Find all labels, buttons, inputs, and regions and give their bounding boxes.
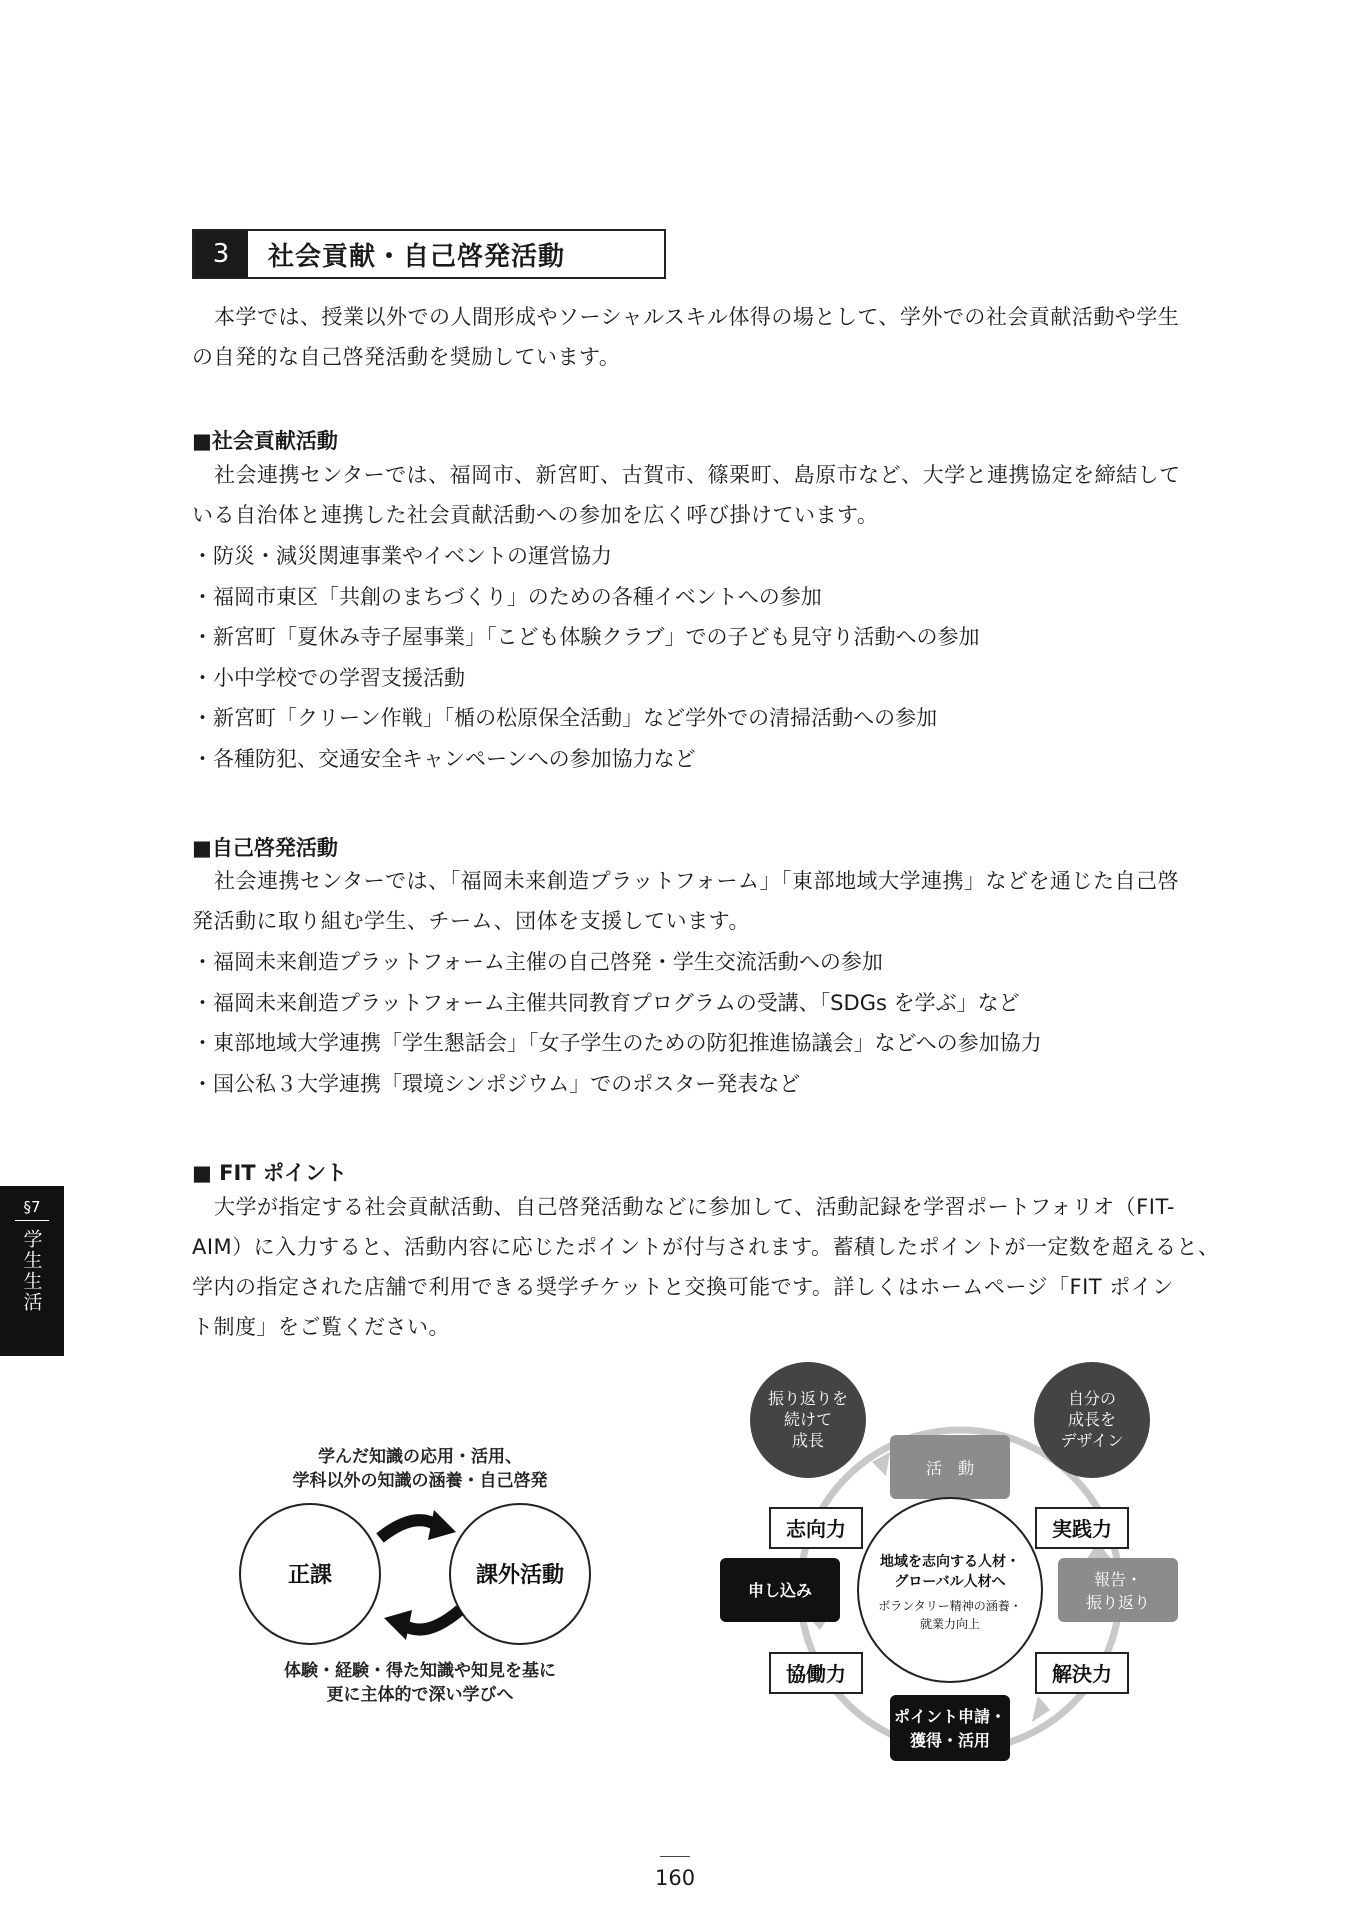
center-text: ボランタリー精神の涵養・ [878,1599,1022,1613]
bubble-text: 成長を [1067,1410,1117,1429]
node-text: 報告・ [1093,1570,1143,1589]
node-text: 獲得・活用 [909,1731,991,1750]
bottom-caption-line: 更に主体的で深い学びへ [326,1685,514,1705]
social-heading: ■社会貢献活動 [192,429,338,453]
skill-label: 解決力 [1052,1662,1112,1686]
section-number: 3 [194,231,248,277]
bubble-text: 続けて [783,1410,833,1429]
social-line: いる自治体と連携した社会貢献活動への参加を広く呼び掛けています。 [192,503,879,527]
center-text: グローバル人材へ [894,1574,1006,1590]
self-dev-line: 社会連携センターでは、「福岡未来創造プラットフォーム」「東部地域大学連携」などを通じた自己啓 [214,869,1180,893]
list-item: ・福岡未来創造プラットフォーム主催共同教育プログラムの受講、「SDGs を学ぶ」など [192,990,1020,1015]
chapter-number: §7 [15,1198,49,1221]
fit-line: ト制度」をご覧ください。 [192,1315,450,1339]
bubble-text: デザイン [1060,1431,1124,1450]
page-number: 160 [655,1866,696,1890]
node-text: ポイント申請・ [893,1707,1007,1726]
node-text: 申し込み [747,1581,813,1600]
fit-line: AIM）に入力すると、活動内容に応じたポイントが付与されます。蓄積したポイントが一定数を超えると、 [192,1235,1220,1259]
fit-line: 学内の指定された店舗で利用できる奨学チケットと交換可能です。詳しくはホームページ「FIT ポイン [192,1275,1174,1299]
skill-label: 協働力 [786,1662,846,1686]
learning-cycle-diagram [230,1440,610,1720]
list-item: ・新宮町「クリーン作戦」「楯の松原保全活動」など学外での清掃活動への参加 [192,706,938,731]
social-bullet-list [192,536,980,780]
center-text: 就業力向上 [919,1617,981,1631]
center-goal-circle [858,1498,1042,1682]
report-node [1058,1558,1178,1622]
arrow-left-head-icon [384,1610,412,1640]
social-paragraph [192,455,1232,535]
chapter-label: 学生生活 [20,1229,43,1313]
self-dev-line: 発活動に取り組む学生、チーム、団体を支援しています。 [192,909,750,933]
skill-label: 実践力 [1052,1517,1112,1541]
bubble-text: 振り返りを [767,1389,849,1408]
intro-paragraph [192,297,1232,377]
top-caption-line: 学んだ知識の応用・活用、 [318,1447,522,1467]
list-item: ・国公私３大学連携「環境シンポジウム」でのポスター発表など [192,1071,801,1096]
center-text: 地域を志向する人材・ [880,1554,1020,1570]
list-item: ・福岡未来創造プラットフォーム主催の自己啓発・学生交流活動への参加 [192,950,883,974]
bubble-text: 成長 [791,1431,825,1450]
bubble-text: 自分の [1067,1389,1117,1408]
fit-line: 大学が指定する社会貢献活動、自己啓発活動などに参加して、活動記録を学習ポートフォリオ（FIT- [214,1195,1175,1219]
list-item: ・新宮町「夏休み寺子屋事業」「こども体験クラブ」での子ども見守り活動への参加 [192,625,980,650]
self-dev-heading: ■自己啓発活動 [192,836,338,860]
skill-label: 志向力 [786,1517,846,1541]
ring-arrow-icon [1032,1696,1050,1722]
curricular-label: 正課 [287,1563,333,1588]
list-item: ・防災・減災関連事業やイベントの運営協力 [192,544,612,568]
list-item: ・福岡市東区「共創のまちづくり」のための各種イベントへの参加 [192,584,822,609]
intro-line: の自発的な自己啓発活動を奨励しています。 [192,345,621,369]
intro-line: 本学では、授業以外での人間形成やソーシャルスキル体得の場として、学外での社会貢献活動や学生 [214,305,1180,329]
list-item: ・小中学校での学習支援活動 [192,665,465,690]
section-title: 社会貢献・自己啓発活動 [268,241,566,272]
self-dev-bullet-list [192,942,1042,1104]
list-item: ・東部地域大学連携「学生懇話会」「女子学生のための防犯推進協議会」などへの参加協力 [192,1031,1042,1056]
node-text: 振り返り [1085,1593,1151,1612]
social-line: 社会連携センターでは、福岡市、新宮町、古賀市、篠栗町、島原市など、大学と連携協定を締結して [214,463,1181,487]
self-dev-paragraph [192,861,1232,941]
fit-point-cycle-diagram [720,1360,1200,1780]
points-node [890,1695,1010,1761]
top-caption-line: 学科以外の知識の涵養・自己啓発 [292,1471,548,1491]
chapter-side-tab [0,1186,64,1356]
node-text: 活 動 [925,1459,975,1478]
fit-heading: ■ FIT ポイント [192,1161,347,1185]
bottom-caption-line: 体験・経験・得た知識や知見を基に [284,1661,556,1681]
fit-paragraph [192,1187,1232,1347]
extracurricular-label: 課外活動 [475,1563,565,1588]
list-item: ・各種防犯、交通安全キャンペーンへの参加協力など [192,746,696,771]
arrow-right-head-icon [428,1510,456,1540]
page-number-rule [660,1856,690,1857]
section-heading [192,229,666,279]
